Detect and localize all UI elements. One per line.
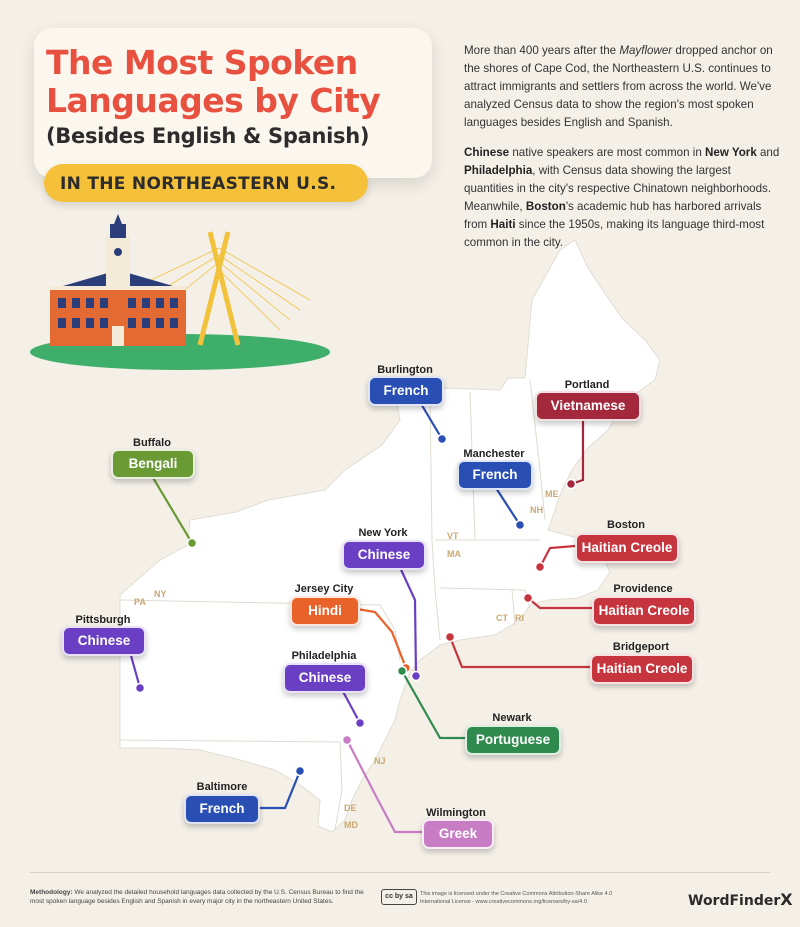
page-subtitle: (Besides English & Spanish): [46, 124, 370, 148]
city-dot-philadelphia: [356, 719, 365, 728]
cc-license-icon: cc by sa: [381, 889, 417, 905]
license-text: This image is licensed under the Creative Commons Attribution-Share Alike 4.0 International License - www.creativecommons.org/licenses/by-sa/4.0: [420, 891, 613, 905]
city-name-buffalo: Buffalo: [133, 437, 171, 449]
intro-text: [464, 42, 782, 264]
city-dot-portland: [567, 480, 576, 489]
state-label-md: MD: [344, 820, 358, 830]
region-banner-text: IN THE NORTHEASTERN U.S.: [60, 174, 337, 194]
city-name-pittsburgh: Pittsburgh: [75, 614, 131, 626]
methodology-note: Methodology: We analyzed the detailed household languages data collected by the U.S. Census Bureau to find the most spoken language besides English and Spanish in every major city in the northeastern United States.: [30, 889, 364, 905]
state-label-pa: PA: [134, 597, 146, 607]
city-name-wilmington: Wilmington: [426, 807, 486, 819]
language-pill-baltimore: French: [184, 794, 260, 824]
city-dot-manchester: [516, 521, 525, 530]
language-pill-manchester: French: [457, 460, 533, 490]
city-dot-baltimore: [296, 767, 305, 776]
city-dot-wilmington: [343, 736, 352, 745]
language-pill-buffalo: Bengali: [111, 449, 195, 479]
city-name-boston: Boston: [607, 519, 645, 531]
city-dot-burlington: [438, 435, 447, 444]
language-pill-providence: Haitian Creole: [592, 596, 696, 626]
city-name-bridgeport: Bridgeport: [612, 641, 670, 653]
city-name-baltimore: Baltimore: [196, 781, 248, 793]
footer-divider: [30, 872, 770, 873]
city-dot-bridgeport: [446, 633, 455, 642]
language-pill-jerseycity: Hindi: [290, 596, 360, 626]
language-pill-wilmington: Greek: [422, 819, 494, 849]
city-dot-newark: [398, 667, 407, 676]
language-pill-boston: Haitian Creole: [575, 533, 679, 563]
state-label-nh: NH: [530, 505, 543, 515]
city-name-burlington: Burlington: [377, 364, 433, 376]
intro-paragraph-2: Chinese native speakers are most common in New York and Philadelphia, with Census data showing the largest quantities in the city's respective Chinatown neighborhoods. Meanwhile, Boston's academic hub has harbored arrivals from Haiti since the 1950s, making its language third-most common in the city.: [464, 146, 780, 249]
language-pill-portland: Vietnamese: [535, 391, 641, 421]
city-dot-providence: [524, 594, 533, 603]
state-label-nj: NJ: [374, 756, 386, 766]
landmark-illustration: [30, 214, 330, 370]
state-label-de: DE: [344, 803, 357, 813]
city-name-jerseycity: Jersey City: [294, 583, 354, 595]
city-name-manchester: Manchester: [463, 448, 525, 460]
language-pill-pittsburgh: Chinese: [62, 626, 146, 656]
city-name-philadelphia: Philadelphia: [291, 650, 357, 662]
city-name-newyork: New York: [358, 527, 408, 539]
city-name-portland: Portland: [564, 379, 610, 391]
city-dot-pittsburgh: [136, 684, 145, 693]
language-pill-philadelphia: Chinese: [283, 663, 367, 693]
language-pill-newyork: Chinese: [342, 540, 426, 570]
state-label-me: ME: [545, 489, 559, 499]
city-dot-newyork: [412, 672, 421, 681]
intro-paragraph-1: More than 400 years after the Mayflower dropped anchor on the shores of Cape Cod, the Northeastern U.S. continues to attract immigrants and settlers from across the world. We've analyzed Census data to show the region's most spoken languages besides English and Spanish.: [464, 44, 773, 129]
language-pill-newark: Portuguese: [465, 725, 561, 755]
state-label-ma: MA: [447, 549, 461, 559]
state-label-ny: NY: [154, 589, 167, 599]
city-name-providence: Providence: [613, 583, 673, 595]
city-dot-boston: [536, 563, 545, 572]
state-label-ct: CT: [496, 613, 508, 623]
state-label-vt: VT: [447, 531, 459, 541]
city-name-newark: Newark: [492, 712, 532, 724]
page-title: The Most Spoken Languages by City: [46, 43, 381, 120]
city-dot-buffalo: [188, 539, 197, 548]
language-pill-burlington: French: [368, 376, 444, 406]
state-label-ri: RI: [515, 613, 524, 623]
brand-logo: WordFinderX: [688, 890, 793, 909]
language-pill-bridgeport: Haitian Creole: [590, 654, 694, 684]
